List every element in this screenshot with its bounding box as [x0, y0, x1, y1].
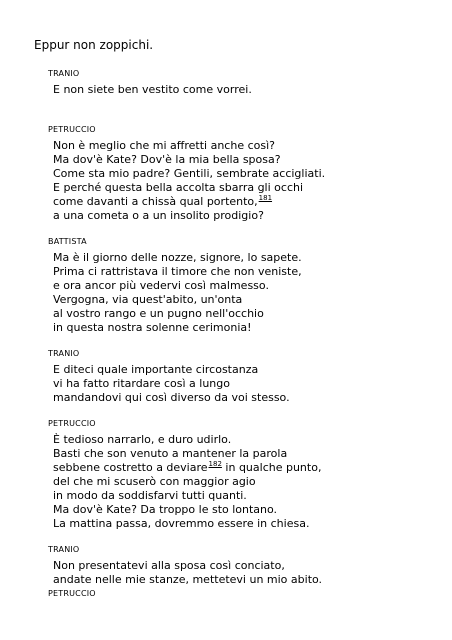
verse-line: [53, 391, 290, 405]
verse-text: vi ha fatto ritardare così a lungo: [53, 377, 230, 390]
verse-line: [53, 251, 302, 265]
verse-text: Ma è il giorno delle nozze, signore, lo sapete.: [53, 251, 302, 264]
verse-text: E diteci quale importante circostanza: [53, 363, 259, 376]
speaker-name: BATTISTA: [48, 237, 87, 246]
verse-text: Come sta mio padre? Gentili, sembrate accigliati.: [53, 167, 326, 180]
verse-text: sebbene costretto a deviare: [53, 461, 208, 474]
verse-text: Ma dov'è Kate? Da troppo le sto lontano.: [53, 503, 278, 516]
verse-text: E non siete ben vestito come vorrei.: [53, 83, 252, 96]
verse-line: [53, 321, 302, 335]
verse-text: Vergogna, via quest'abito, un'onta: [53, 293, 243, 306]
verse-line: [53, 559, 322, 573]
verse-line: [53, 503, 321, 517]
verse-line: [53, 181, 325, 195]
speech-lines: [53, 251, 302, 335]
verse-line: [53, 265, 302, 279]
verse-text: in questa nostra solenne cerimonia!: [53, 321, 252, 334]
verse-line: [53, 517, 321, 531]
verse-line: [53, 489, 321, 503]
speech-lines: [53, 363, 290, 405]
verse-line: [53, 447, 321, 461]
verse-line: [53, 195, 325, 209]
verse-line: [53, 139, 325, 153]
verse-text-continued: in qualche punto,: [221, 461, 322, 474]
verse-text: a una cometa o a un insolito prodigio?: [53, 209, 264, 222]
verse-text: e ora ancor più vedervi così malmesso.: [53, 279, 269, 292]
verse-text: al vostro rango e un pugno nell'occhio: [53, 307, 264, 320]
verse-line: [53, 573, 322, 587]
speaker-name: TRANIO: [48, 349, 80, 358]
speech-lines: [53, 433, 321, 531]
verse-text: mandandovi qui così diverso da voi stesso.: [53, 391, 290, 404]
speaker-name: PETRUCCIO: [48, 589, 96, 598]
verse-text: del che mi scuserò con maggior agio: [53, 475, 256, 488]
verse-line: [53, 167, 325, 181]
verse-line: [53, 461, 321, 475]
speaker-name: PETRUCCIO: [48, 125, 96, 134]
verse-text: La mattina passa, dovremmo essere in chiesa.: [53, 517, 310, 530]
verse-text: in modo da soddisfarvi tutti quanti.: [53, 489, 247, 502]
verse-text: Non presentatevi alla sposa così conciato,: [53, 559, 285, 572]
verse-text: Prima ci rattristava il timore che non veniste,: [53, 265, 302, 278]
speech-lines: [53, 139, 325, 223]
verse-line: [53, 279, 302, 293]
verse-text: come davanti a chissà qual portento,: [53, 195, 258, 208]
speaker-name: TRANIO: [48, 69, 80, 78]
footnote-ref[interactable]: 182: [208, 460, 222, 468]
speaker-name: PETRUCCIO: [48, 419, 96, 428]
speaker-name: TRANIO: [48, 545, 80, 554]
verse-line: [53, 293, 302, 307]
verse-line: [53, 209, 325, 223]
verse-text: Ma dov'è Kate? Dov'è la mia bella sposa?: [53, 153, 281, 166]
footnote-ref[interactable]: 181: [258, 194, 273, 202]
verse-line: [53, 377, 290, 391]
speech-lines: [53, 83, 252, 97]
speech-lines: [53, 559, 322, 587]
verse-text: È tedioso narrarlo, e duro udirlo.: [53, 433, 232, 446]
verse-text: E perché questa bella accolta sbarra gli occhi: [53, 181, 304, 194]
verse-line: [53, 307, 302, 321]
verse-line: [53, 475, 321, 489]
verse-line: [53, 83, 252, 97]
verse-line: [53, 433, 321, 447]
lead-line: Eppur non zoppichi.: [34, 38, 154, 52]
verse-text: Non è meglio che mi affretti anche così?: [53, 139, 275, 152]
verse-line: [53, 153, 325, 167]
verse-line: [53, 363, 290, 377]
verse-text: Basti che son venuto a mantener la parola: [53, 447, 288, 460]
verse-text: andate nelle mie stanze, mettetevi un mio abito.: [53, 573, 323, 586]
